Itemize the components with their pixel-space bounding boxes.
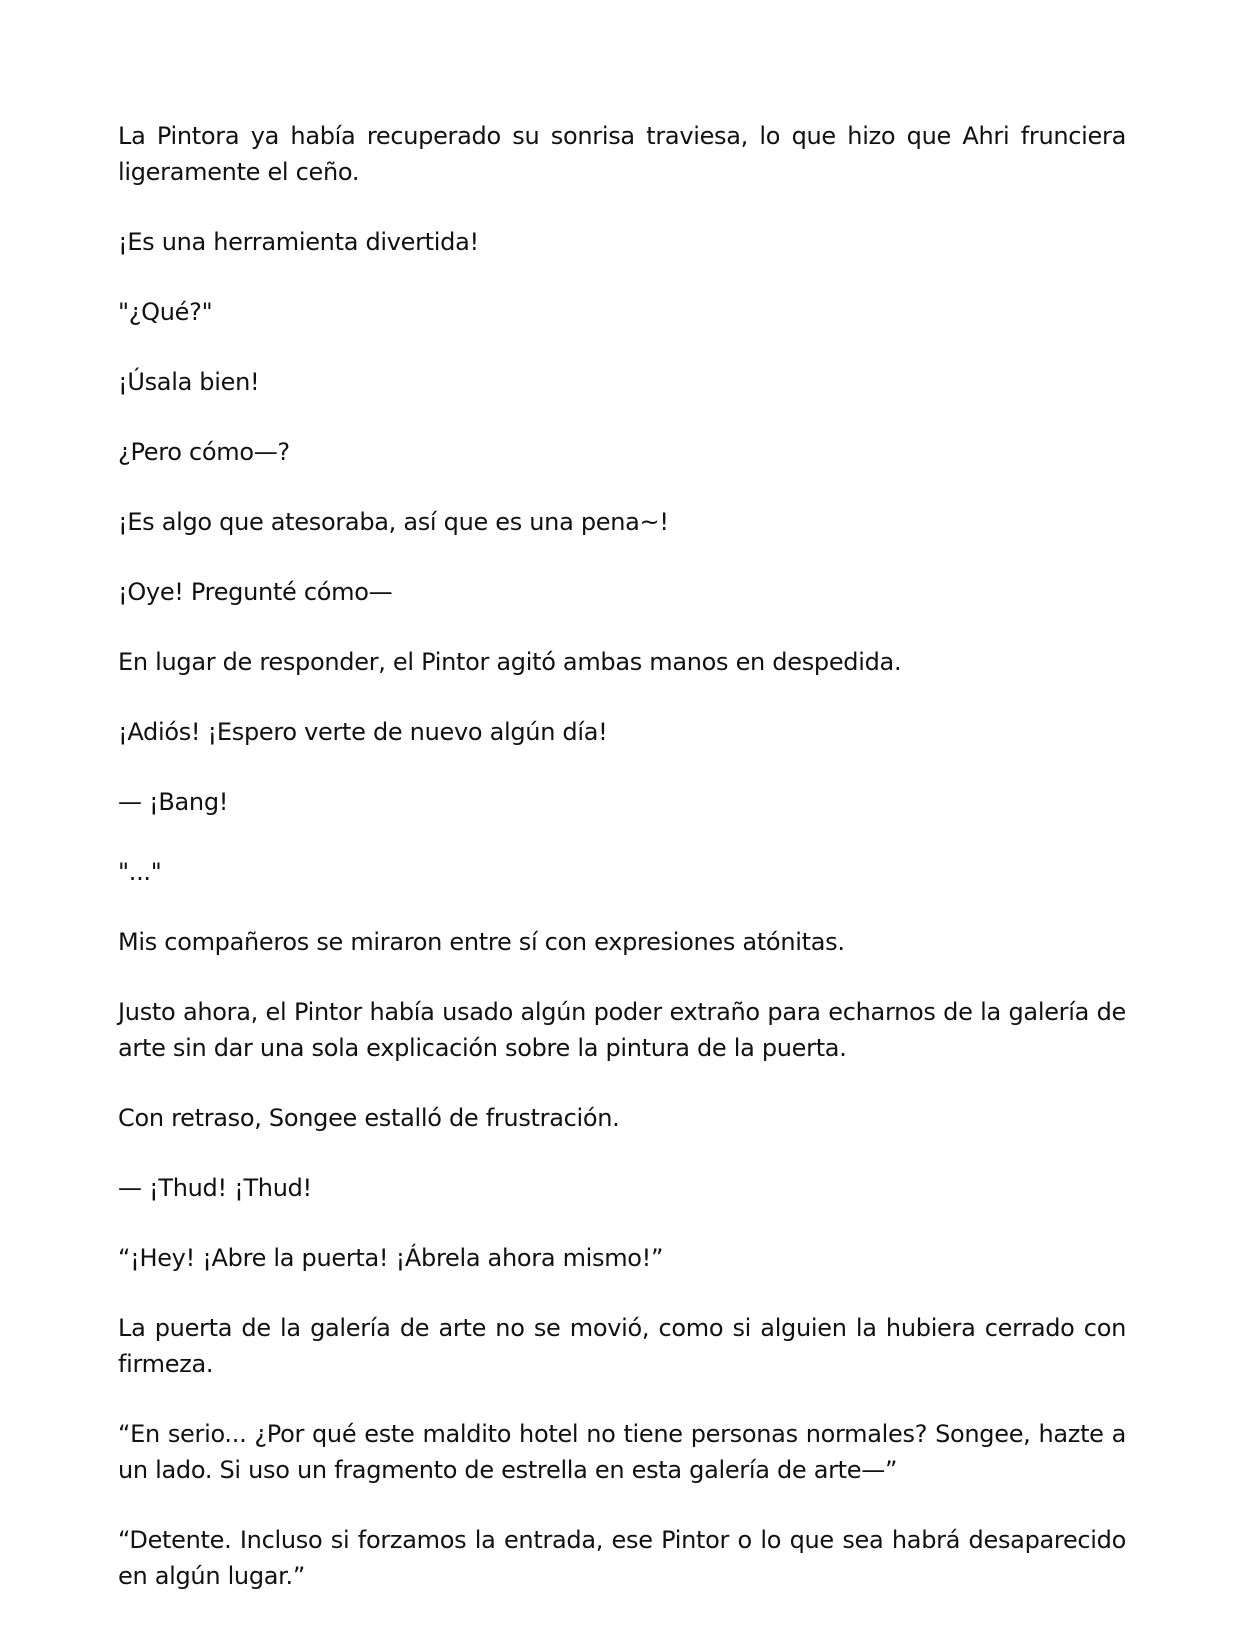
- paragraph-16: “¡Hey! ¡Abre la puerta! ¡Ábrela ahora mismo!”: [118, 1244, 664, 1272]
- paragraph-1: La Pintora ya había recuperado su sonrisa traviesa, lo que hizo que Ahri frunciera ligeramente el ceño.: [118, 122, 1126, 186]
- paragraph-13: Justo ahora, el Pintor había usado algún poder extraño para echarnos de la galería de arte sin dar una sola explicación sobre la pintura de la puerta.: [118, 998, 1126, 1062]
- paragraph-9: ¡Adiós! ¡Espero verte de nuevo algún día!: [118, 718, 608, 746]
- text-body: [118, 118, 1126, 1628]
- paragraph-6: ¡Es algo que atesoraba, así que es una pena~!: [118, 508, 669, 536]
- paragraph-15: — ¡Thud! ¡Thud!: [118, 1174, 312, 1202]
- paragraph-2: ¡Es una herramienta divertida!: [118, 228, 479, 256]
- paragraph-5: ¿Pero cómo—?: [118, 438, 290, 466]
- paragraph-3: "¿Qué?": [118, 298, 213, 326]
- paragraph-14: Con retraso, Songee estalló de frustración.: [118, 1104, 620, 1132]
- paragraph-7: ¡Oye! Pregunté cómo—: [118, 578, 393, 606]
- paragraph-19: “Detente. Incluso si forzamos la entrada, ese Pintor o lo que sea habrá desaparecido en algún lugar.”: [118, 1526, 1126, 1590]
- paragraph-10: — ¡Bang!: [118, 788, 229, 816]
- paragraph-4: ¡Úsala bien!: [118, 368, 260, 396]
- paragraph-8: En lugar de responder, el Pintor agitó ambas manos en despedida.: [118, 648, 902, 676]
- paragraph-12: Mis compañeros se miraron entre sí con expresiones atónitas.: [118, 928, 845, 956]
- paragraph-18: “En serio... ¿Por qué este maldito hotel no tiene personas normales? Songee, hazte a un lado. Si uso un fragmento de estrella en esta galería de arte—”: [118, 1420, 1126, 1484]
- paragraph-11: "...": [118, 858, 162, 886]
- paragraph-17: La puerta de la galería de arte no se movió, como si alguien la hubiera cerrado con firmeza.: [118, 1314, 1126, 1378]
